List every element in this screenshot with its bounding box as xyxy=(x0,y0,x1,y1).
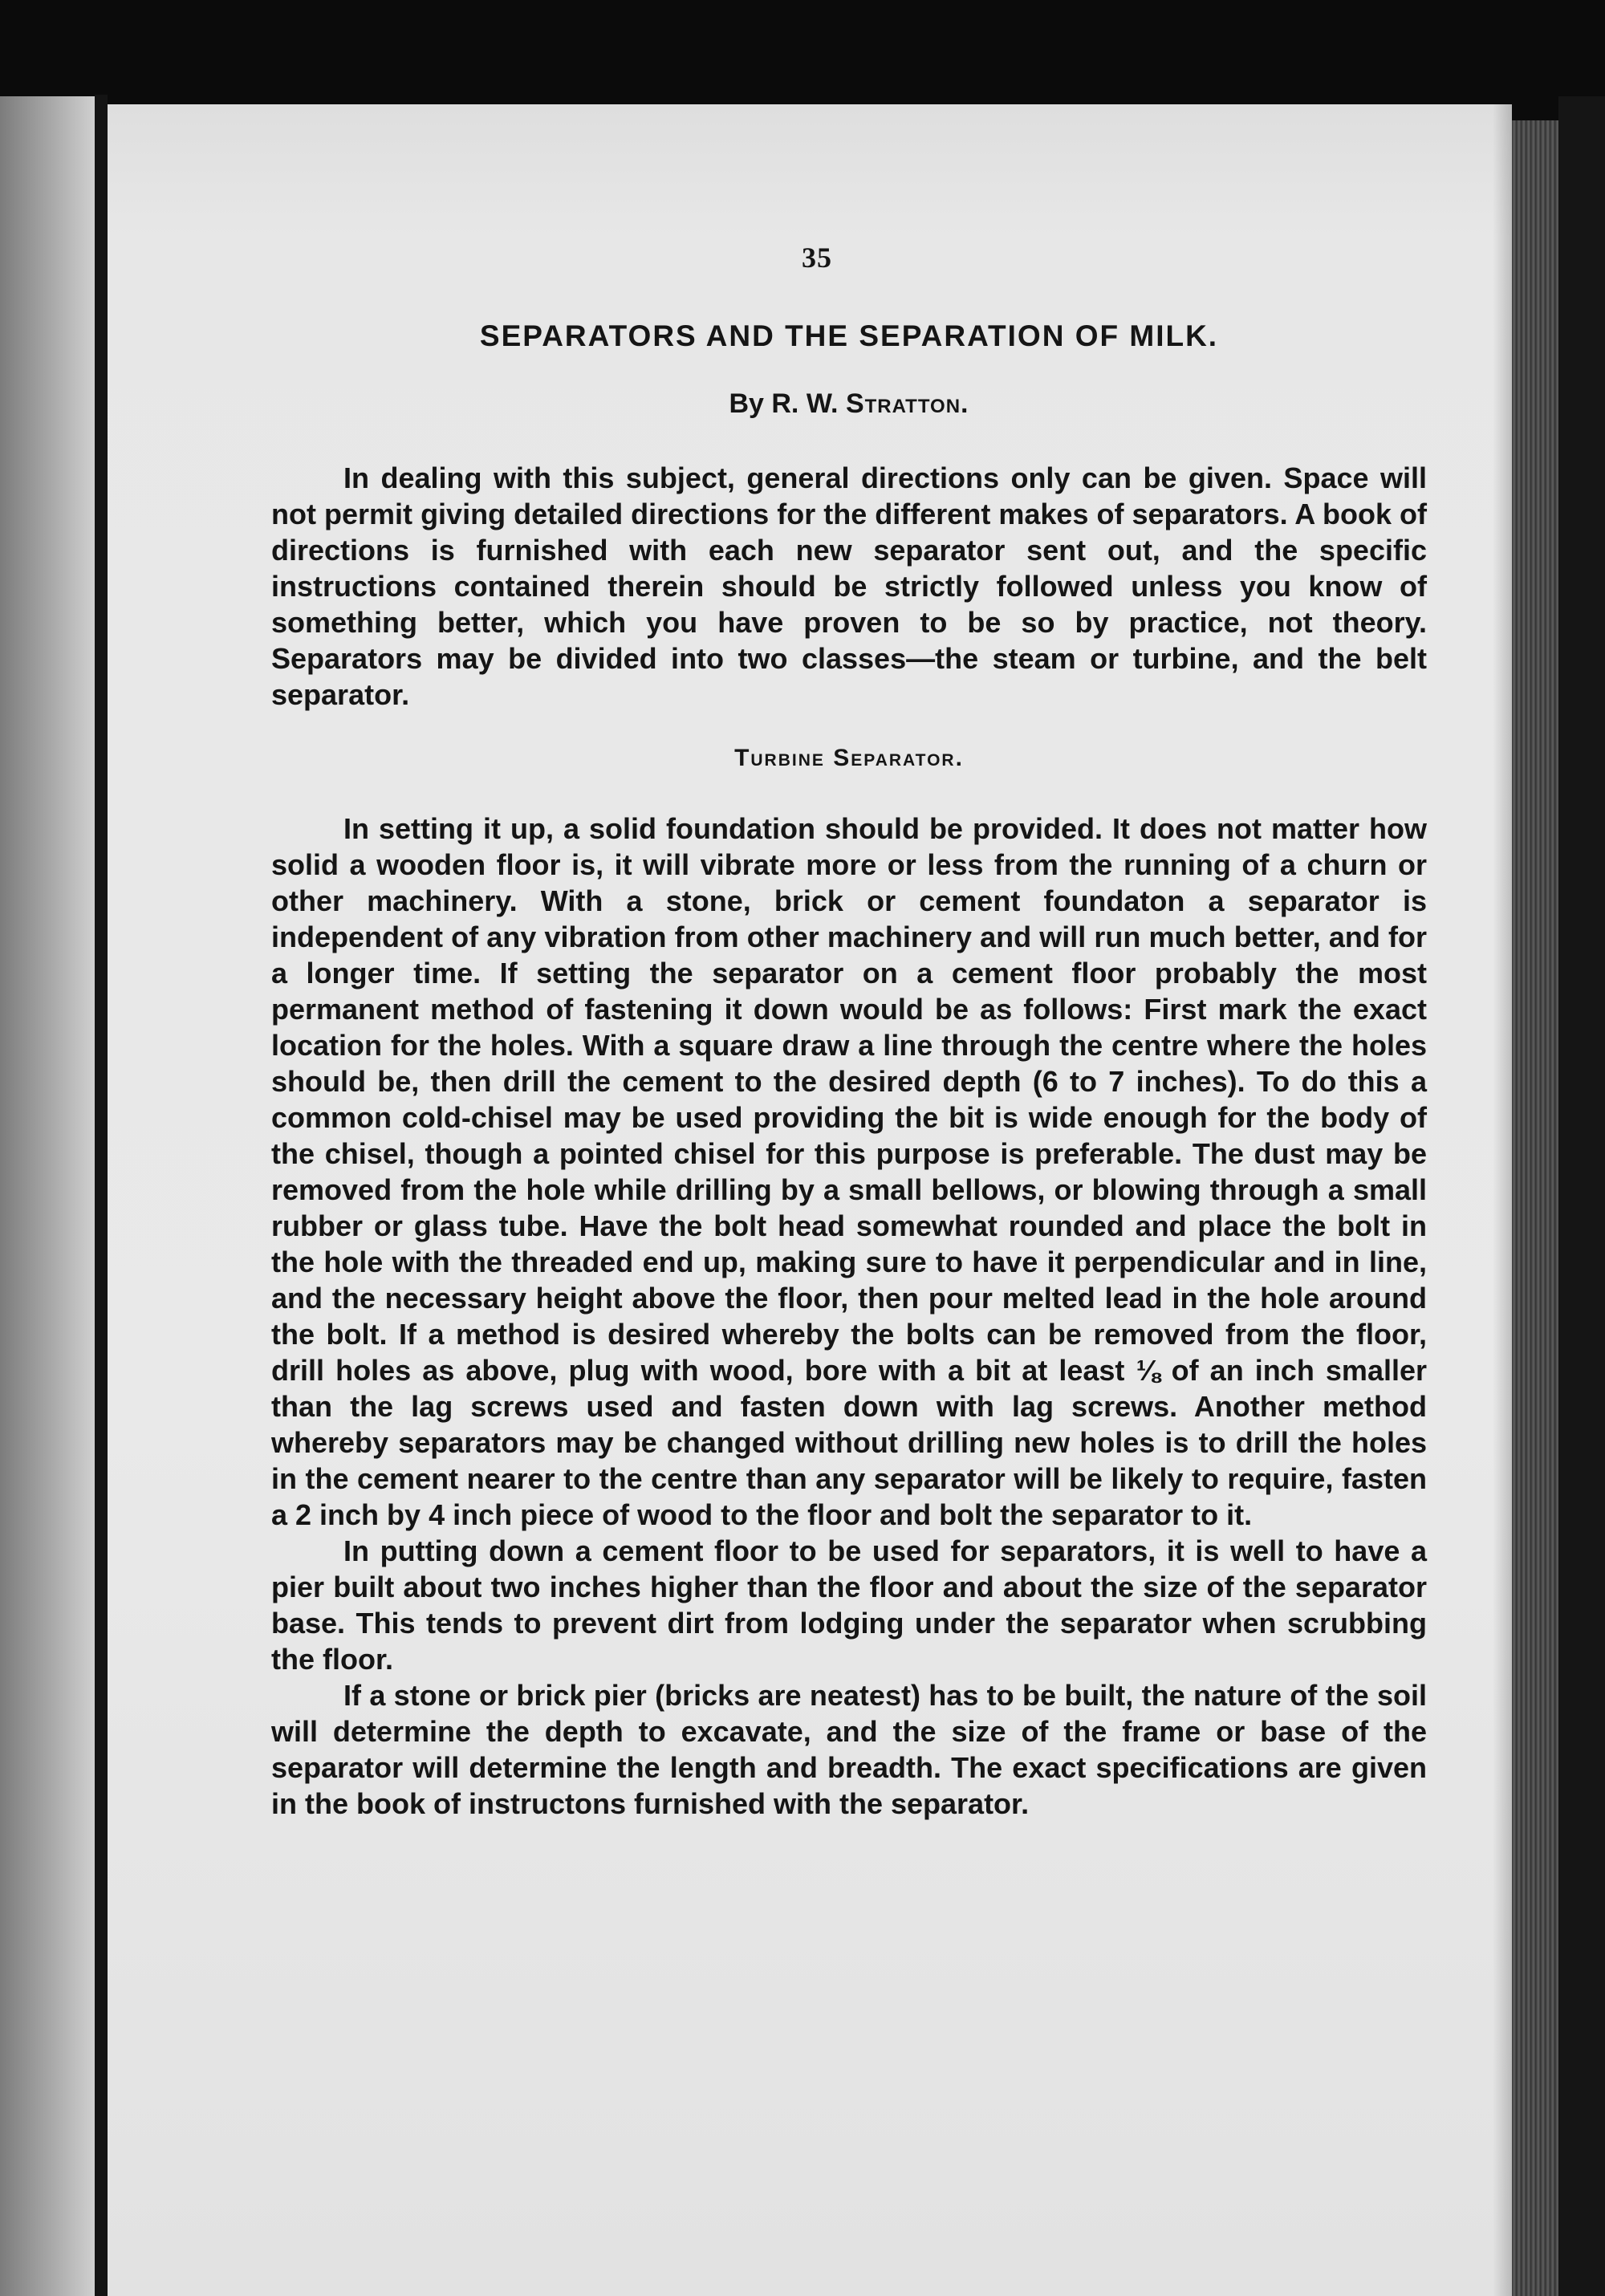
article-title: SEPARATORS AND THE SEPARATION OF MILK. xyxy=(479,319,1219,352)
byline-prefix: By R. W. xyxy=(729,388,839,419)
book-gutter xyxy=(95,95,108,2296)
scan-background xyxy=(1558,96,1605,2296)
section-heading: Turbine Separator. xyxy=(734,745,964,771)
page-stack-edge xyxy=(1512,120,1558,2296)
body-paragraph: If a stone or brick pier (bricks are neatest) has to be built, the nature of the soil will determine the depth to excavate, and the size of the frame or base of the separator will determine the length and breadth. The exact specifications are given in the book of instructons furnished with the separator. xyxy=(271,1679,1427,1820)
page-content xyxy=(271,241,1427,1822)
body-paragraph: In setting it up, a solid foundation should be provided. It does not matter how solid a wooden floor is, it will vibrate more or less from the running of a churn or other machinery. With a stone, brick or cement foundaton a separator is independent of any vibration from other machinery and will run much better, and for a longer time. If setting the separator on a cement floor probably the most permanent method of fastening it down would be as follows: First mark the exact location for the holes. With a square draw a line through the centre where the holes should be, then drill the cement to the desired depth (6 to 7 inches). To do this a common cold-chisel may be used providing the bit is wide enough for the body of the chisel, though a pointed chisel for this purpose is preferable. The dust may be removed from the hole while drilling by a small bellows, or blowing through a small rubber or glass tube. Have the bolt head somewhat rounded and place the bolt in the hole with the threaded end up, making sure to have it perpendicular and in line, and the necessary height above the floor, then pour melted lead in the hole around the bolt. If a method is desired whereby the bolts can be removed from the floor, drill holes as above, plug with wood, bore with a bit at least ⅛ of an inch smaller than the lag screws used and fasten down with lag screws. Another method whereby separators may be changed without drilling new holes is to drill the holes in the cement nearer to the centre than any separator will be likely to require, fasten a 2 inch by 4 inch piece of wood to the floor and bolt the separator to it. xyxy=(271,812,1427,1531)
facing-page-edge xyxy=(0,96,95,2296)
page-number: 35 xyxy=(802,242,832,274)
body-paragraph: In putting down a cement floor to be used for separators, it is well to have a pier built about two inches higher than the floor and about the size of the separator base. This tends to prevent dirt from lodging under the separator when scrubbing the floor. xyxy=(271,1534,1427,1676)
byline xyxy=(271,388,1427,420)
intro-paragraph: In dealing with this subject, general directions only can be given. Space will not permit giving detailed directions for the different makes of separators. A book of directions is furnished with each new separator sent out, and the specific instructions contained therein should be strictly followed unless you know of something better, which you have proven to be so by practice, not theory. Separators may be divided into two classes—the steam or turbine, and the belt separator. xyxy=(271,461,1427,711)
byline-author: Stratton. xyxy=(845,388,969,419)
